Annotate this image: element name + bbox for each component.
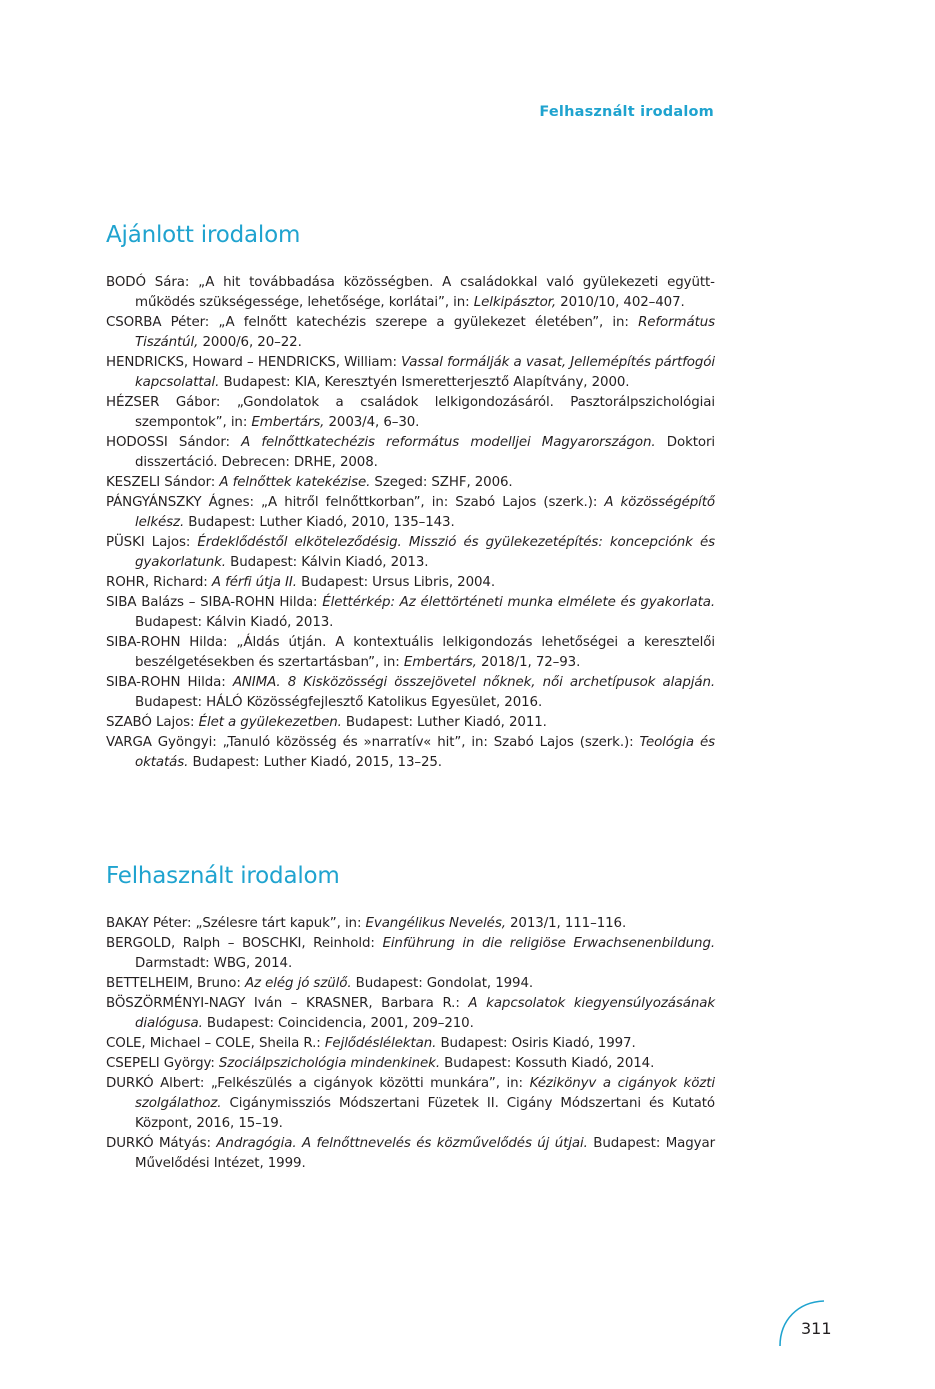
entry-text: PÁNGYÁNSZKY Ágnes: „A hitről felnőttkorban”, in: Szabó Lajos (szerk.): bbox=[106, 495, 605, 510]
entry-text: Budapest: Luther Kiadó, 2010, 135–143. bbox=[184, 515, 455, 530]
entry-text: Budapest: Ursus Libris, 2004. bbox=[296, 575, 496, 590]
bibliography-entry bbox=[106, 433, 715, 473]
entry-title-italic: Élettérkép: Az élettörténeti munka elmélete és gyakorlata. bbox=[322, 595, 715, 610]
entry-text: CSORBA Péter: „A felnőtt katechézis szerepe a gyülekezet életében”, in: bbox=[106, 315, 639, 330]
entry-text: Cigánymissziós Módszertani Füzetek II. Cigány Módszertani és Kutató Központ, 2016, 15–19. bbox=[135, 1096, 715, 1131]
entry-text: DURKÓ Albert: „Felkészülés a cigányok közötti munkára”, in: bbox=[106, 1076, 530, 1091]
entry-title-italic: Szociálpszichológia mindenkinek. bbox=[218, 1056, 440, 1071]
bibliography-entry bbox=[106, 353, 715, 393]
entry-text: SIBA Balázs – SIBA-ROHN Hilda: bbox=[106, 595, 323, 610]
entry-text: CSEPELI György: bbox=[106, 1056, 219, 1071]
entry-title-italic: Embertárs, bbox=[251, 415, 325, 430]
entry-title-italic: Vassal formálják a vasat, Jellemépítés pártfogói kapcsolattal. bbox=[135, 355, 715, 390]
bibliography-entry bbox=[106, 593, 715, 633]
bibliography-entry bbox=[106, 974, 715, 994]
entry-text: Budapest: Luther Kiadó, 2015, 13–25. bbox=[188, 755, 442, 770]
entry-text: Budapest: Luther Kiadó, 2011. bbox=[341, 715, 547, 730]
entry-text: SZABÓ Lajos: bbox=[106, 715, 199, 730]
entry-text: Budapest: Kálvin Kiadó, 2013. bbox=[225, 555, 429, 570]
entry-text: ROHR, Richard: bbox=[106, 575, 212, 590]
entry-text: BERGOLD, Ralph – BOSCHKI, Reinhold: bbox=[106, 936, 383, 951]
entry-text: Budapest: Kálvin Kiadó, 2013. bbox=[135, 615, 334, 630]
entry-text: HENDRICKS, Howard – HENDRICKS, William: bbox=[106, 355, 402, 370]
entry-text: Budapest: Coincidencia, 2001, 209–210. bbox=[202, 1016, 474, 1031]
entry-text: Szeged: SZHF, 2006. bbox=[370, 475, 513, 490]
entry-text: 2003/4, 6–30. bbox=[324, 415, 420, 430]
bibliography-entry bbox=[106, 273, 715, 313]
bibliography-entry bbox=[106, 473, 715, 493]
entry-text: Darmstadt: WBG, 2014. bbox=[135, 956, 293, 971]
entry-title-italic: Embertárs, bbox=[403, 655, 477, 670]
bibliography-list-used bbox=[106, 914, 715, 1174]
entry-text: Budapest: HÁLÓ Közösségfejlesztő Katolikus Egyesület, 2016. bbox=[135, 695, 543, 710]
entry-text: 2018/1, 72–93. bbox=[476, 655, 581, 670]
entry-title-italic: Fejlődéslélektan. bbox=[324, 1036, 437, 1051]
entry-title-italic: Einführung in die religiöse Erwachsenenbildung. bbox=[382, 936, 715, 951]
entry-text: BÖSZÖRMÉNYI-NAGY Iván – KRASNER, Barbara R.: bbox=[106, 996, 469, 1011]
entry-title-italic: Érdeklődéstől elköteleződésig. Misszió és gyülekezetépítés: koncepciónk és gyakorlatunk. bbox=[135, 535, 715, 570]
bibliography-entry bbox=[106, 633, 715, 673]
bibliography-entry bbox=[106, 994, 715, 1034]
bibliography-entry bbox=[106, 1134, 715, 1174]
running-header: Felhasznált irodalom bbox=[539, 104, 714, 120]
bibliography-entry bbox=[106, 673, 715, 713]
entry-text: Budapest: Kossuth Kiadó, 2014. bbox=[440, 1056, 655, 1071]
bibliography-entry bbox=[106, 1034, 715, 1054]
entry-text: DURKÓ Mátyás: bbox=[106, 1136, 217, 1151]
entry-title-italic: A férfi útja II. bbox=[211, 575, 297, 590]
entry-title-italic: Evangélikus Nevelés, bbox=[365, 916, 506, 931]
entry-text: Budapest: KIA, Keresztyén Ismeretterjesztő Alapítvány, 2000. bbox=[219, 375, 630, 390]
bibliography-entry bbox=[106, 313, 715, 353]
section-title-recommended: Ajánlott irodalom bbox=[106, 222, 301, 248]
bibliography-entry bbox=[106, 914, 715, 934]
bibliography-entry bbox=[106, 1054, 715, 1074]
bibliography-entry bbox=[106, 493, 715, 533]
bibliography-entry bbox=[106, 393, 715, 433]
entry-text: Doktori disszertáció. Debrecen: DRHE, 2008. bbox=[135, 435, 715, 470]
entry-text: BODÓ Sára: „A hit továbbadása közösségben. A családokkal való gyülekezeti együttműködés szükségessége, lehetősége, korlátai”, in: bbox=[106, 275, 715, 310]
entry-text: SIBA-ROHN Hilda: „Áldás útján. A kontextuális lelkigondozás lehetőségei a keresztelői beszélgetésekben és szertartásban”, in: bbox=[106, 635, 715, 670]
entry-title-italic: Református Tiszántúl, bbox=[135, 315, 715, 350]
entry-text: VARGA Gyöngyi: „Tanuló közösség és »narratív« hit”, in: Szabó Lajos (szerk.): bbox=[106, 735, 640, 750]
entry-text: COLE, Michael – COLE, Sheila R.: bbox=[106, 1036, 325, 1051]
entry-text: PÜSKI Lajos: bbox=[106, 535, 198, 550]
entry-text: Budapest: Gondolat, 1994. bbox=[351, 976, 534, 991]
bibliography-entry bbox=[106, 573, 715, 593]
entry-text: KESZELI Sándor: bbox=[106, 475, 220, 490]
entry-title-italic: A felnőttkatechézis református modelljei Magyarországon. bbox=[241, 435, 656, 450]
entry-title-italic: A felnőttek katekézise. bbox=[219, 475, 371, 490]
entry-text: HODOSSI Sándor: bbox=[106, 435, 242, 450]
entry-title-italic: Teológia és oktatás. bbox=[135, 735, 716, 770]
bibliography-entry bbox=[106, 934, 715, 974]
entry-text: 2013/1, 111–116. bbox=[505, 916, 627, 931]
bibliography-list-recommended bbox=[106, 273, 715, 773]
bibliography-entry bbox=[106, 713, 715, 733]
entry-text: BAKAY Péter: „Szélesre tárt kapuk”, in: bbox=[106, 916, 366, 931]
bibliography-entry bbox=[106, 1074, 715, 1134]
section-title-used: Felhasznált irodalom bbox=[106, 863, 340, 889]
entry-text: 2010/10, 402–407. bbox=[556, 295, 685, 310]
entry-text: HÉZSER Gábor: „Gondolatok a családok lelkigondozásáról. Pasztorálpszichológiai szempontok”, in: bbox=[106, 395, 715, 430]
entry-title-italic: ANIMA. 8 Kisközösségi összejövetel nőknek, női archetípusok alapján. bbox=[232, 675, 715, 690]
entry-text: Budapest: Magyar Művelődési Intézet, 1999. bbox=[135, 1136, 715, 1171]
bibliography-entry bbox=[106, 533, 715, 573]
entry-title-italic: Lelkipásztor, bbox=[473, 295, 556, 310]
entry-title-italic: A kapcsolatok kiegyensúlyozásának dialógusa. bbox=[135, 996, 715, 1031]
entry-title-italic: Kézikönyv a cigányok közti szolgálathoz. bbox=[135, 1076, 715, 1111]
entry-title-italic: Az elég jó szülő. bbox=[244, 976, 352, 991]
entry-text: SIBA-ROHN Hilda: bbox=[106, 675, 233, 690]
entry-text: 2000/6, 20–22. bbox=[198, 335, 302, 350]
entry-title-italic: A közösségépítő lelkész. bbox=[135, 495, 715, 530]
page-number: 311 bbox=[801, 1319, 832, 1338]
entry-text: Budapest: Osiris Kiadó, 1997. bbox=[436, 1036, 636, 1051]
entry-title-italic: Élet a gyülekezetben. bbox=[198, 715, 342, 730]
bibliography-entry bbox=[106, 733, 715, 773]
entry-text: BETTELHEIM, Bruno: bbox=[106, 976, 245, 991]
entry-title-italic: Andragógia. A felnőttnevelés és közművelődés új útjai. bbox=[216, 1136, 588, 1151]
